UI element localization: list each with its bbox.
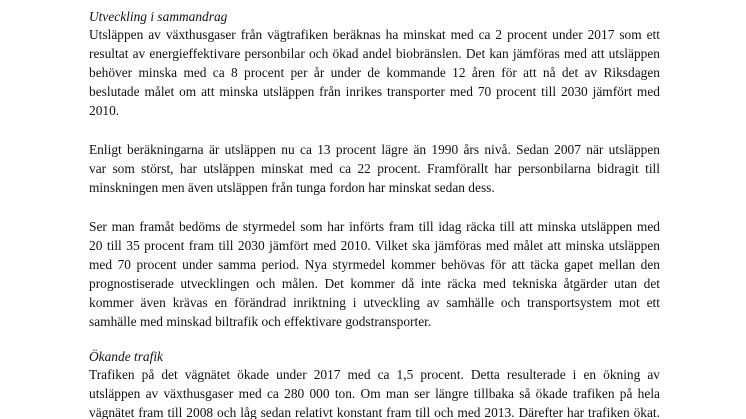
text-line: 2010. — [89, 103, 120, 118]
text-line: resultat av energieffektivare personbilar och ökad andel biobränslen. Det kan jämföras med att utsläppen — [89, 46, 660, 61]
section-heading: Utveckling i sammandrag — [89, 9, 228, 24]
text-line: behöver minska med ca 8 procent per år under de kommande 12 åren för att nå det av Riksdagen — [89, 65, 660, 80]
text-line: beslutade målet om att minska utsläppen från inrikes transporter med 70 procent till 2030 jämfört med — [89, 84, 660, 99]
text-line: 20 till 35 procent fram till 2030 jämfört med 2010. Vilket ska jämföras med målet att minska utsläppen — [89, 238, 660, 253]
text-line: Utsläppen av växthusgaser från vägtrafiken beräknas ha minskat med ca 2 procent under 2017 som ett — [89, 27, 660, 42]
text-line: utsläppen av växthusgaser med ca 280 000 ton. Om man ser längre tillbaka så ökade trafiken på hela — [89, 386, 660, 401]
text-line: Trafiken på det vägnätet ökade under 2017 med ca 1,5 procent. Detta resulterade i en ökning av — [89, 367, 660, 382]
text-line: minskningen men även utsläppen från tunga fordon har minskat sedan dess. — [89, 180, 495, 195]
text-line: Ser man framåt bedöms de styrmedel som har införts fram till idag räcka till att minska utsläppen med — [89, 219, 660, 234]
text-line: samhälle med minskad biltrafik och effektivare godstransporter. — [89, 314, 432, 329]
text-line: med 70 procent under samma period. Nya styrmedel kommer behövas för att täcka gapet mellan den — [89, 257, 660, 272]
section-heading: Ökande trafik — [89, 349, 164, 364]
text-line: Enligt beräkningarna är utsläppen nu ca 13 procent lägre än 1990 års nivå. Sedan 2007 när utsläppen — [89, 142, 660, 157]
text-line: prognostiserade utvecklingen och målen. Det kommer då inte räcka med tekniska åtgärder utan det — [89, 276, 660, 291]
text-line: kommer även krävas en förändrad inriktning i utveckling av samhälle och transportsystem mot ett — [89, 295, 660, 310]
text-line: vägnätet fram till 2008 och låg sedan relativt konstant fram till och med 2013. Därefter har trafiken ökat. — [89, 405, 660, 419]
text-line: var som störst, har utsläppen minskat med ca 22 procent. Framförallt har personbilarna bidragit till — [89, 161, 660, 176]
